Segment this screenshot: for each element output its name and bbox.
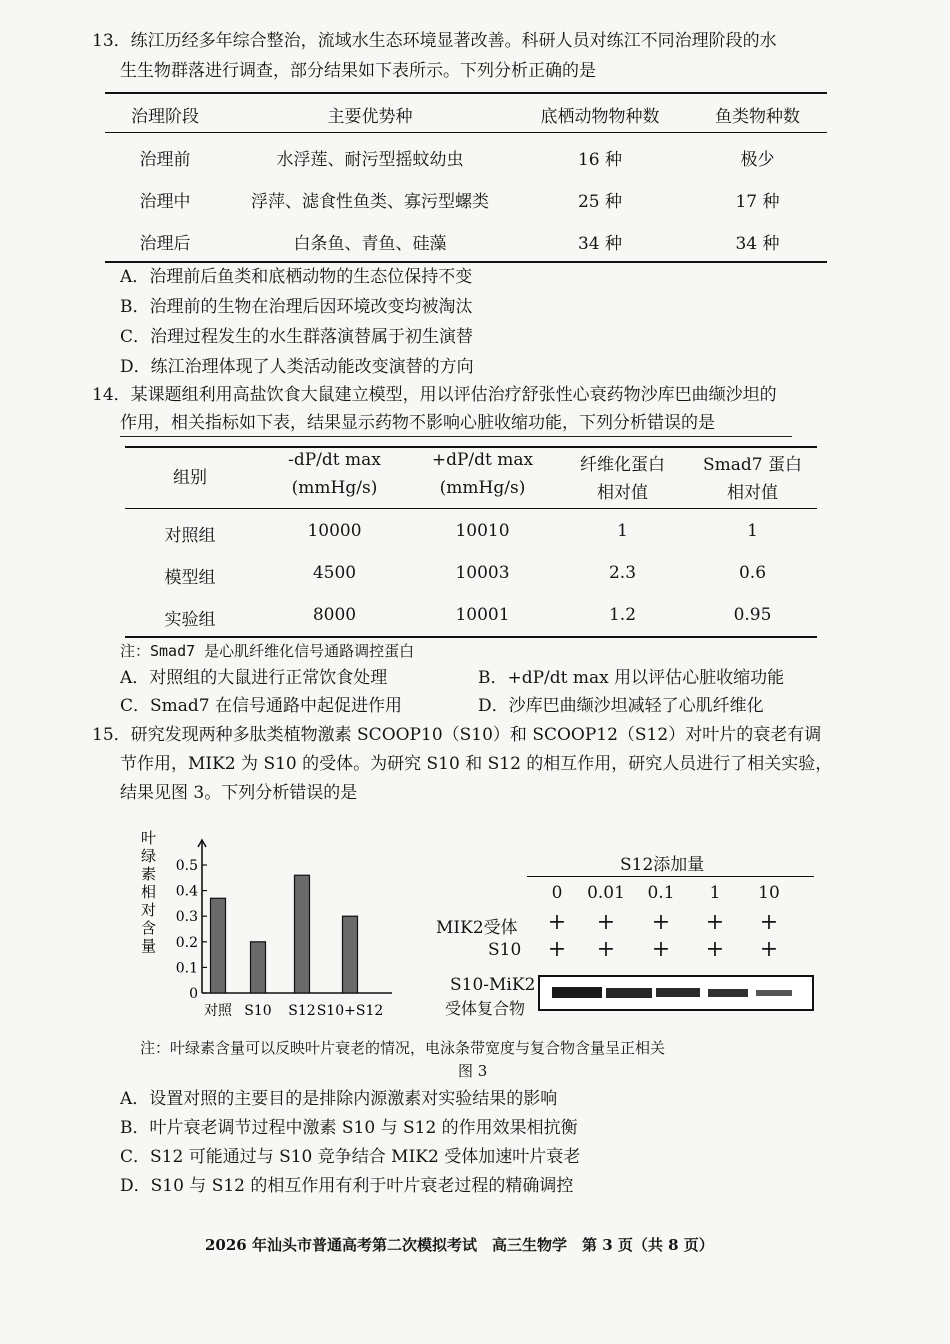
q14-header-neg-dpdt-unit: (mmHg/s) [291, 478, 378, 498]
q14-header-fibrosis: 纤维化蛋白 [580, 455, 665, 475]
table-cell: 对照组 [164, 526, 216, 546]
table-cell: 10003 [455, 563, 510, 583]
y-tick-label: 0.1 [175, 960, 198, 977]
table-cell: 白条鱼、青鱼、硅藻 [293, 234, 447, 254]
q13-stem-line1: 13．练江历经多年综合整治，流域水生态环境显著改善。科研人员对练江不同治理阶段的水 [92, 31, 777, 51]
page-footer: 2026 年汕头市普通高考第二次模拟考试 高三生物学 第 3 页（共 8 页） [205, 1236, 714, 1254]
gel-complex-label-2: 受体复合物 [445, 999, 526, 1018]
gel-dose: 0.01 [587, 883, 625, 903]
q15-figure-note: 注：叶绿素含量可以反映叶片衰老的情况，电泳条带宽度与复合物含量呈正相关 [140, 1039, 666, 1057]
q14-header-group: 组别 [173, 468, 207, 488]
plus-mark: + [759, 910, 779, 935]
table-cell: 34 种 [577, 234, 623, 254]
q14-header-neg-dpdt: -dP/dt max [288, 450, 381, 470]
gel-dose: 1 [709, 883, 721, 903]
table-cell: 治理后 [139, 234, 191, 254]
table-cell: 水浮莲、耐污型摇蚊幼虫 [276, 150, 464, 170]
q14-note: 注：Smad7 是心肌纤维化信号通路调控蛋白 [120, 642, 415, 660]
q13-header-stage: 治理阶段 [131, 107, 199, 127]
table-cell: 模型组 [164, 568, 216, 588]
plus-mark: + [547, 937, 567, 962]
q14-header-smad7-unit: 相对值 [727, 483, 778, 503]
gel-row-mik2-label: MIK2受体 [436, 918, 518, 938]
q13-header-benthic: 底栖动物物种数 [540, 107, 660, 127]
x-category-label: S12 [288, 1003, 316, 1019]
q13-option-b: B．治理前的生物在治理后因环境改变均被淘汰 [120, 297, 473, 317]
q13-option-d: D．练江治理体现了人类活动能改变演替的方向 [120, 357, 474, 377]
table-cell: 治理前 [139, 150, 191, 170]
plus-mark: + [596, 937, 616, 962]
q13-stem-line2: 生生物群落进行调查，部分结果如下表所示。下列分析正确的是 [120, 61, 596, 81]
table-cell: 实验组 [164, 610, 216, 630]
table-cell: 治理中 [139, 192, 191, 212]
table-cell: 极少 [740, 150, 775, 170]
x-category-label: S10 [244, 1003, 272, 1019]
q13-header-fish: 鱼类物种数 [715, 107, 800, 127]
table-cell: 浮萍、滤食性鱼类、寡污型螺类 [251, 192, 489, 212]
q14-stem-line1: 14．某课题组利用高盐饮食大鼠建立模型，用以评估治疗舒张性心衰药物沙库巴曲缬沙坦的 [92, 385, 777, 405]
y-tick-label: 0.2 [175, 934, 198, 951]
x-category-label: S10+S12 [316, 1003, 384, 1019]
plus-mark: + [651, 937, 671, 962]
table-cell: 1 [747, 521, 758, 541]
gel-dose: 0 [551, 883, 563, 903]
gel-complex-label-1: S10-MiK2 [450, 975, 536, 995]
gel-dose: 0.1 [647, 883, 675, 903]
gel-top-rule [527, 876, 814, 877]
gel-row-s10-label: S10 [488, 940, 522, 960]
plus-mark: + [705, 937, 725, 962]
q14-option-b: B．+dP/dt max 用以评估心脏收缩功能 [478, 668, 785, 688]
table-cell: 34 种 [735, 234, 780, 254]
y-tick-label: 0.4 [175, 883, 198, 900]
plus-mark: + [705, 910, 725, 935]
plus-mark: + [596, 910, 616, 935]
x-category-label: 对照 [204, 1003, 232, 1019]
gel-band-image [538, 975, 814, 1011]
bar [343, 916, 358, 993]
table-cell: 25 种 [577, 192, 623, 212]
table-cell: 17 种 [735, 192, 780, 212]
table-cell: 1 [617, 521, 628, 541]
y-tick-label: 0.5 [175, 858, 198, 874]
q15-option-d: D．S10 与 S12 的相互作用有利于叶片衰老过程的精确调控 [120, 1176, 574, 1196]
q15-figure-caption: 图 3 [458, 1062, 488, 1080]
q15-stem-line1: 15．研究发现两种多肽类植物激素 SCOOP10（S10）和 SCOOP12（S12）对叶片的衰老有调 [92, 725, 822, 745]
q15-option-a: A．设置对照的主要目的是排除内源激素对实验结果的影响 [120, 1089, 558, 1109]
bar [251, 942, 266, 993]
gel-title: S12添加量 [620, 855, 705, 875]
chart-ylabel: 叶绿素相对含量 [139, 830, 157, 956]
q15-stem-line2: 节作用，MIK2 为 S10 的受体。为研究 S10 和 S12 的相互作用，研究人员进行了相关实验， [120, 754, 833, 774]
q14-header-pos-dpdt: +dP/dt max [431, 450, 534, 470]
q14-stem-underline [120, 436, 792, 437]
y-tick-label: 0.3 [175, 909, 198, 926]
table-cell: 10000 [307, 521, 362, 541]
plus-mark: + [651, 910, 671, 935]
q14-header-pos-dpdt-unit: (mmHg/s) [439, 478, 526, 498]
q13-option-c: C．治理过程发生的水生群落演替属于初生演替 [120, 327, 474, 347]
q14-header-fibrosis-unit: 相对值 [597, 483, 648, 503]
q15-stem-line3: 结果见图 3。下列分析错误的是 [120, 783, 358, 803]
q14-option-d: D．沙库巴曲缬沙坦减轻了心肌纤维化 [478, 696, 764, 716]
gel-dose: 10 [758, 883, 780, 903]
q13-option-a: A．治理前后鱼类和底栖动物的生态位保持不变 [120, 267, 473, 287]
table-cell: 0.6 [738, 563, 767, 583]
bar [295, 875, 310, 993]
table-cell: 10010 [455, 521, 510, 541]
table-cell: 2.3 [608, 563, 637, 583]
plus-mark: + [547, 910, 567, 935]
q13-header-dominant: 主要优势种 [327, 107, 413, 127]
table-cell: 16 种 [577, 150, 623, 170]
q14-stem-line2: 作用，相关指标如下表，结果显示药物不影响心脏收缩功能，下列分析错误的是 [120, 413, 715, 433]
table-cell: 8000 [312, 605, 357, 625]
y-tick-label: 0 [189, 986, 198, 1002]
table-cell: 4500 [312, 563, 357, 583]
q15-option-c: C．S12 可能通过与 S10 竞争结合 MIK2 受体加速叶片衰老 [120, 1147, 581, 1167]
table-cell: 1.2 [608, 605, 637, 625]
chlorophyll-bar-chart [130, 810, 400, 1025]
table-cell: 10001 [455, 605, 510, 625]
bar [211, 898, 226, 993]
table-cell: 0.95 [733, 605, 772, 625]
q14-header-smad7: Smad7 蛋白 [702, 455, 802, 475]
q14-option-a: A．对照组的大鼠进行正常饮食处理 [120, 668, 388, 688]
q15-option-b: B．叶片衰老调节过程中激素 S10 与 S12 的作用效果相抗衡 [120, 1118, 578, 1138]
plus-mark: + [759, 937, 779, 962]
q14-option-c: C．Smad7 在信号通路中起促进作用 [120, 696, 403, 716]
